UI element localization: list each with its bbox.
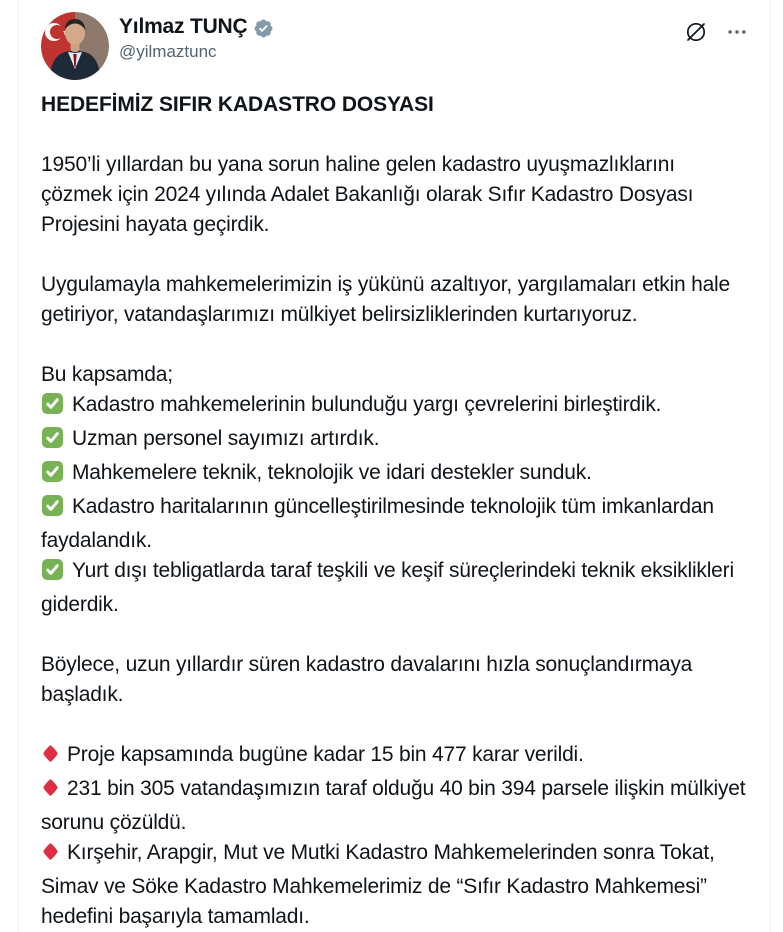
author-block [119, 12, 274, 62]
check-icon [41, 460, 64, 492]
diamond-list-block [41, 740, 747, 932]
more-icon[interactable] [726, 21, 748, 43]
check-item-text: Kadastro haritalarının güncelleştirilmesinde teknolojik tüm imkanlardan faydalandık. [41, 495, 714, 552]
diamond-item [41, 838, 747, 932]
diamond-icon [41, 742, 60, 774]
tweet-header-actions [684, 12, 748, 44]
check-item [41, 390, 747, 424]
diamond-item-text: Kırşehir, Arapgir, Mut ve Mutki Kadastro Mahkemelerinden sonra Tokat, Simav ve Söke Kadastro Mahkemelerimiz de “Sıfır Kadastro Mahkemesi” hedefini başarıyla tamamladı. [41, 841, 715, 928]
diamond-item [41, 774, 747, 838]
paragraph: Böylece, uzun yıllardır süren kadastro davalarını hızla sonuçlandırmaya başladık. [41, 653, 693, 706]
grok-actions-icon[interactable] [684, 20, 708, 44]
paragraph: 1950’li yıllardan bu yana sorun haline gelen kadastro uyuşmazlıklarını çözmek için 2024 yılında Adalet Bakanlığı olarak Sıfır Kadastro Dosyası Projesini hayata geçirdik. [41, 153, 694, 236]
tweet-text [41, 90, 747, 932]
post-title: HEDEFİMİZ SIFIR KADASTRO DOSYASI [41, 93, 434, 116]
tweet [41, 12, 748, 932]
paragraph: Uygulamayla mahkemelerimizin iş yükünü azaltıyor, yargılamaları etkin hale getiriyor, vatandaşlarımızı mülkiyet belirsizliklerinden kurtarıyoruz. [41, 273, 730, 326]
diamond-icon [41, 776, 60, 808]
avatar-image [41, 12, 109, 80]
diamond-item-text: Proje kapsamında bugüne kadar 15 bin 477 karar verildi. [67, 743, 584, 766]
diamond-icon [41, 840, 60, 872]
checklist-lead: Bu kapsamda; [41, 363, 173, 386]
verified-badge-icon [253, 18, 274, 39]
check-item [41, 556, 747, 620]
check-icon [41, 494, 64, 526]
check-item-text: Mahkemelere teknik, teknolojik ve idari destekler sunduk. [72, 461, 592, 484]
check-item [41, 492, 747, 556]
author-handle[interactable]: @yilmaztunc [119, 42, 217, 61]
avatar[interactable] [41, 12, 109, 80]
check-item-text: Yurt dışı tebligatlarda taraf teşkili ve keşif süreçlerindeki teknik eksiklikleri giderdik. [41, 559, 734, 616]
timeline-column [18, 0, 771, 932]
diamond-item [41, 740, 747, 774]
author-name[interactable]: Yılmaz TUNÇ [119, 15, 248, 38]
check-icon [41, 392, 64, 424]
check-icon [41, 426, 64, 458]
check-item [41, 424, 747, 458]
check-item-text: Uzman personel sayımızı artırdık. [72, 427, 380, 450]
check-icon [41, 558, 64, 590]
checklist-block [41, 360, 747, 620]
check-item [41, 458, 747, 492]
check-item-text: Kadastro mahkemelerinin bulunduğu yargı çevrelerini birleştirdik. [72, 393, 662, 416]
tweet-header [41, 12, 748, 80]
diamond-item-text: 231 bin 305 vatandaşımızın taraf olduğu 40 bin 394 parsele ilişkin mülkiyet sorunu çözüldü. [41, 777, 746, 834]
